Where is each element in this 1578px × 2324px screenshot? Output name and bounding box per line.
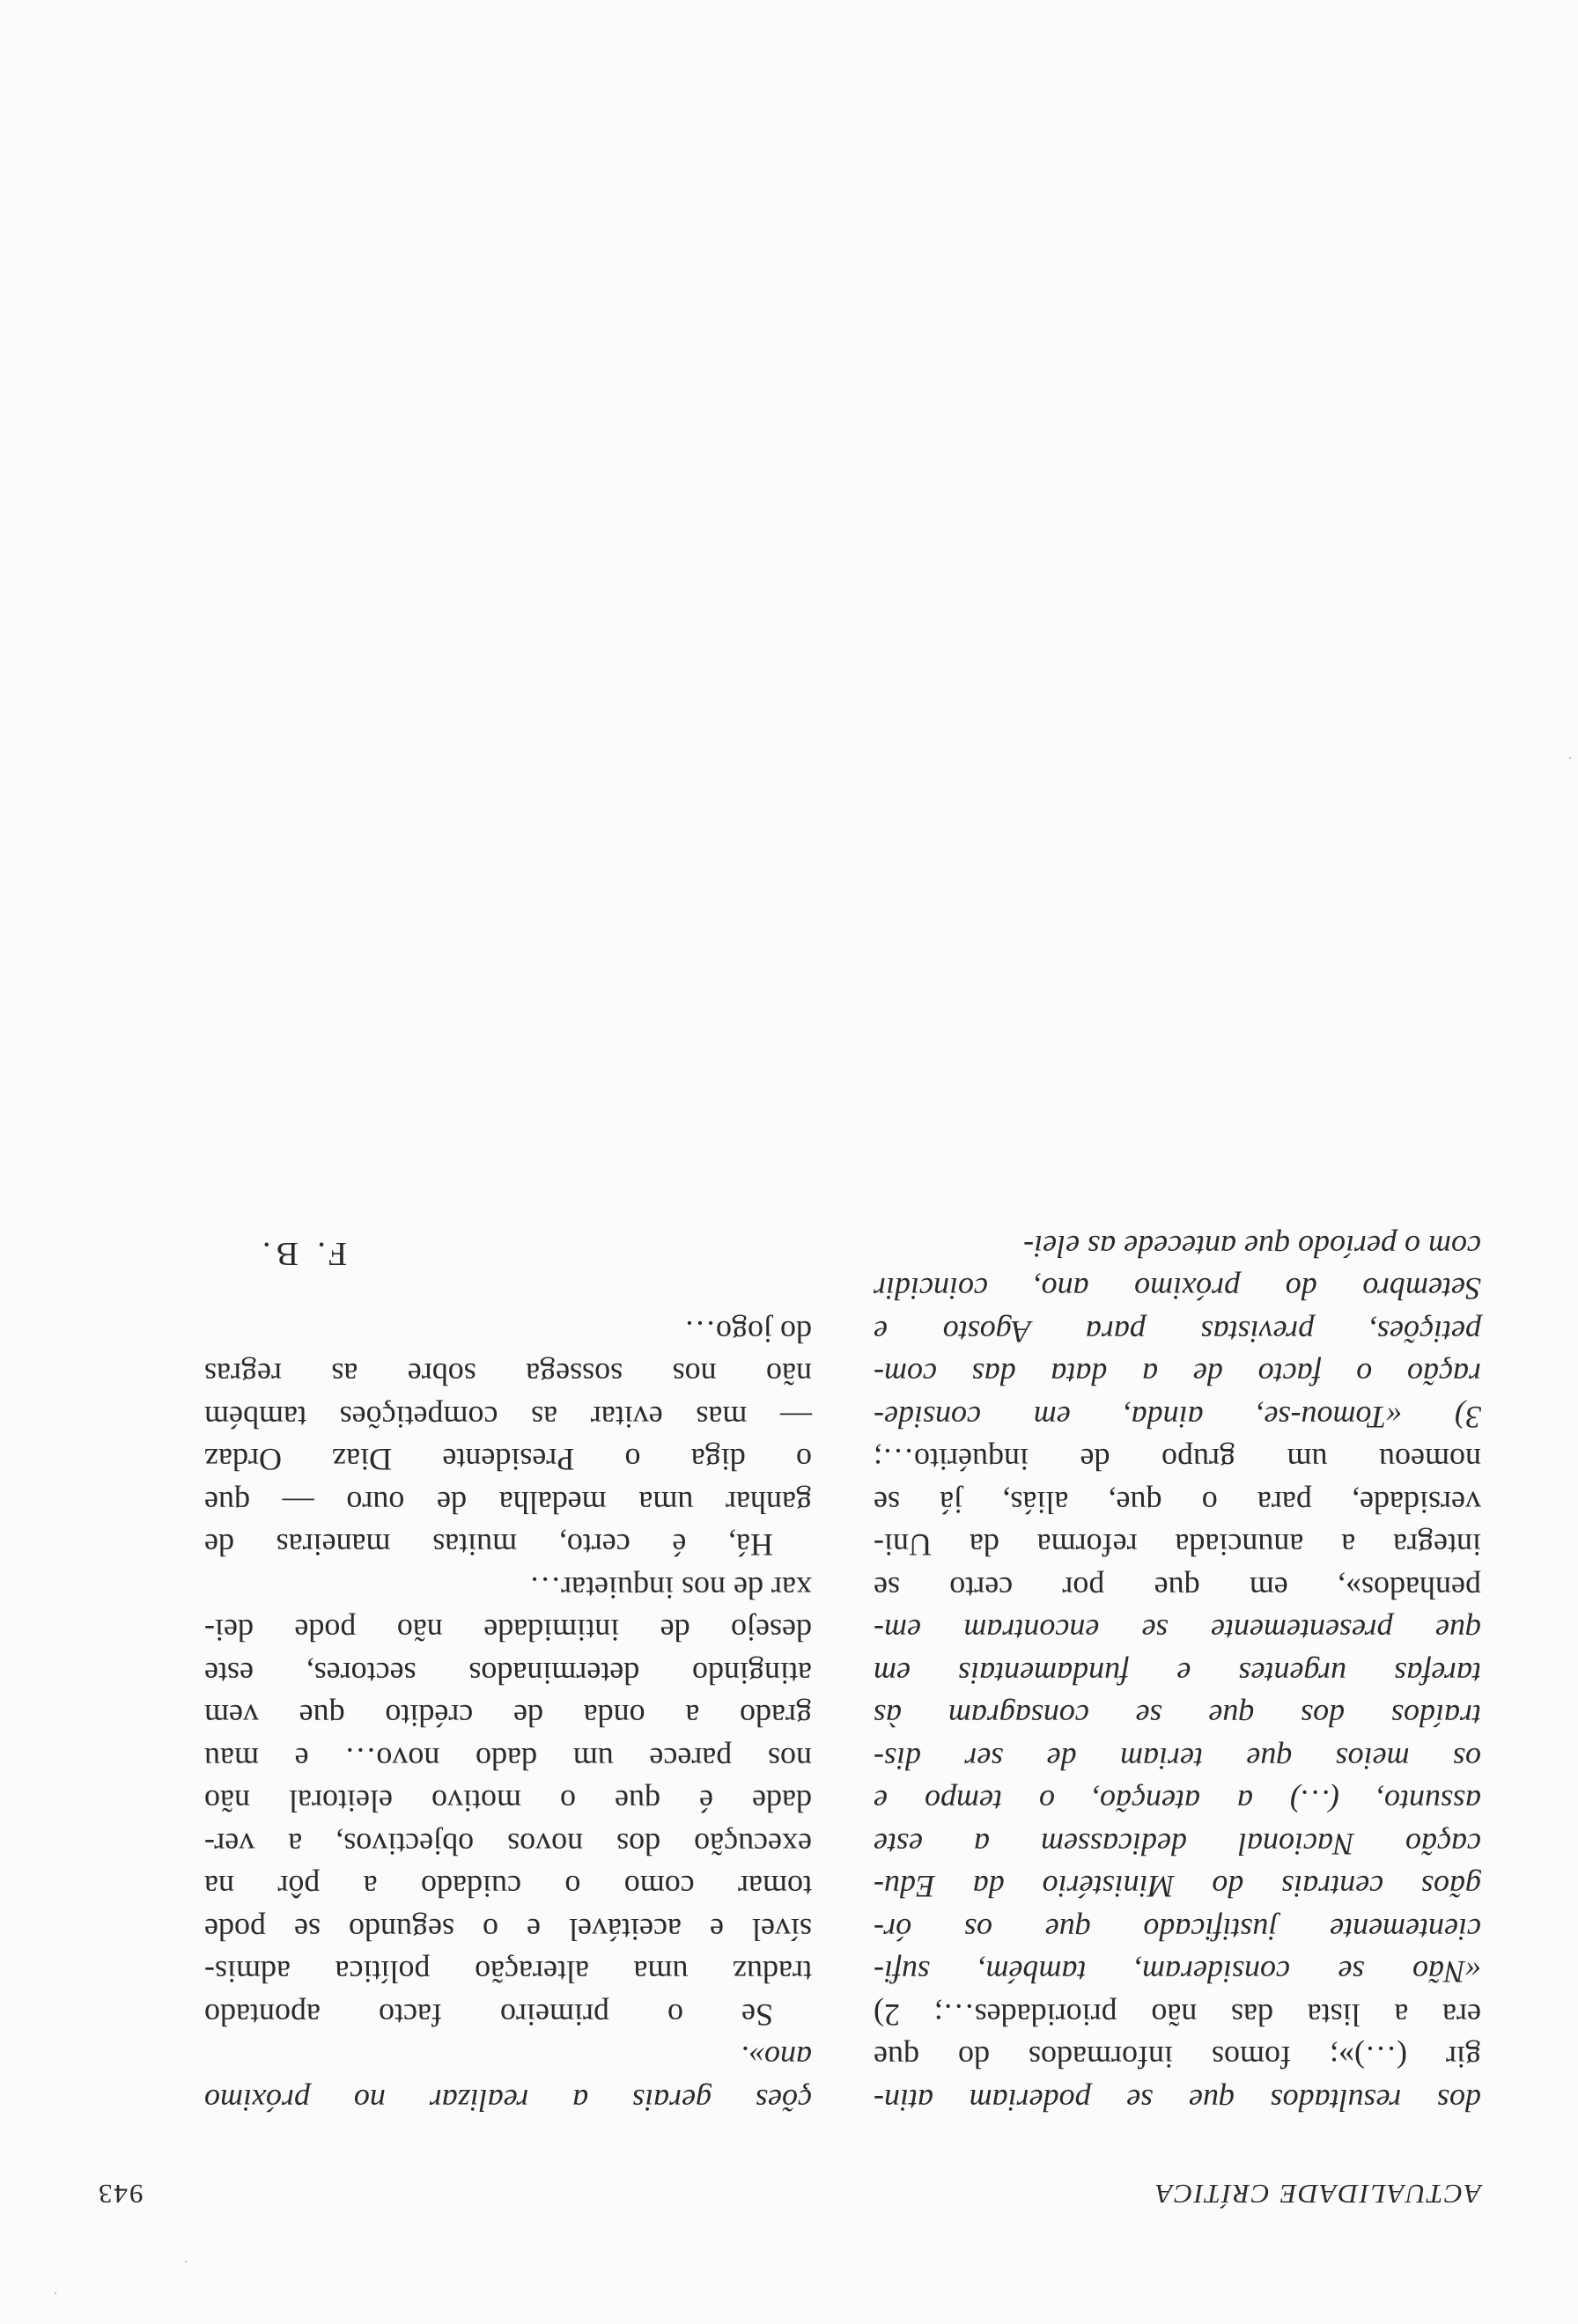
text-line: ganhar uma medalha de ouro — que [204, 1485, 812, 1520]
text-line: execução dos novos objectivos, a ver- [204, 1827, 812, 1862]
text-line: Setembro do próximo ano, coincidir [874, 1271, 1481, 1307]
text-line: petições, previstas para Agosto e [874, 1314, 1481, 1350]
text-line: ções gerais a realizar no próximo [204, 2083, 812, 2118]
text-line: do jogo… [683, 1314, 812, 1350]
text-line: Se o primeiro facto apontado [204, 1997, 773, 2033]
text-line: gãos centrais do Ministério da Edu- [874, 1869, 1481, 1905]
left-text-column [874, 1225, 1481, 2122]
text-line: grado a onda de crédito que vem [204, 1698, 812, 1734]
text-line: tomar como o cuidado a pôr na [204, 1869, 812, 1905]
text-line: xar de nos inquietar… [529, 1570, 812, 1606]
text-line: Há, é certo, muitas maneiras de [204, 1527, 773, 1563]
text-line: integra a anunciada reforma da Uni- [874, 1527, 1481, 1563]
text-line: desejo de intimidade não pode dei- [204, 1613, 812, 1649]
text-line: assunto, (…) a atenção, o tempo e [874, 1783, 1481, 1820]
text-line: era a lista das não prioridades…; 2) [874, 1997, 1481, 2033]
page-header [97, 2166, 1481, 2210]
text-line: dade é que o motivo eleitoral não [204, 1783, 812, 1820]
text-line: versidade, para o que, aliás, já se [874, 1485, 1481, 1520]
text-line: que presentemente se encontram em- [874, 1613, 1481, 1649]
text-line: traduz uma alteração política admis- [204, 1954, 812, 1990]
scan-speck [55, 2292, 56, 2294]
text-line: nos parece um dado novo… e mau [204, 1741, 812, 1776]
text-line: ração o facto de a data das com- [874, 1357, 1481, 1393]
text-line: não nos sossega sobre as regras [204, 1357, 812, 1393]
text-line: gir (…)»; fomos informados do que [874, 2040, 1481, 2076]
text-line: o diga o Presidente Diaz Ordaz [204, 1442, 812, 1478]
author-signature: F. B. [257, 1235, 347, 1273]
scan-speck [185, 2261, 187, 2262]
text-line: sível e aceitável e o segundo se pode [204, 1912, 812, 1947]
running-title: ACTUALIDADE CRÍTICA [1154, 2179, 1481, 2210]
text-line: 3) «Tomou-se, ainda, em conside- [874, 1400, 1481, 1435]
text-line: — mas evitar as competições também [204, 1400, 812, 1435]
right-text-column [204, 1232, 812, 2122]
text-line: «Não se consideram, também, sufi- [874, 1954, 1481, 1990]
text-line: ano». [741, 2040, 812, 2076]
text-line: nomeou um grupo de inquérito…; [874, 1442, 1481, 1478]
text-line: cação Nacional dedicassem a este [874, 1827, 1481, 1862]
text-line: com o período que antecede as elei- [1023, 1229, 1481, 1264]
text-line: cientemente justificado que os ór- [874, 1912, 1481, 1947]
text-line: atingindo determinados sectores, este [204, 1656, 812, 1691]
scan-speck [1569, 757, 1571, 759]
page-number: 943 [97, 2179, 144, 2210]
text-line: traídos dos que se consagram às [874, 1698, 1481, 1734]
text-line: os meios que teriam de ser dis- [874, 1741, 1481, 1776]
text-line: penhados», em que por certo se [874, 1570, 1481, 1606]
text-line: dos resultados que se poderiam atin- [874, 2083, 1481, 2118]
text-line: tarefas urgentes e fundamentais em [874, 1656, 1481, 1691]
